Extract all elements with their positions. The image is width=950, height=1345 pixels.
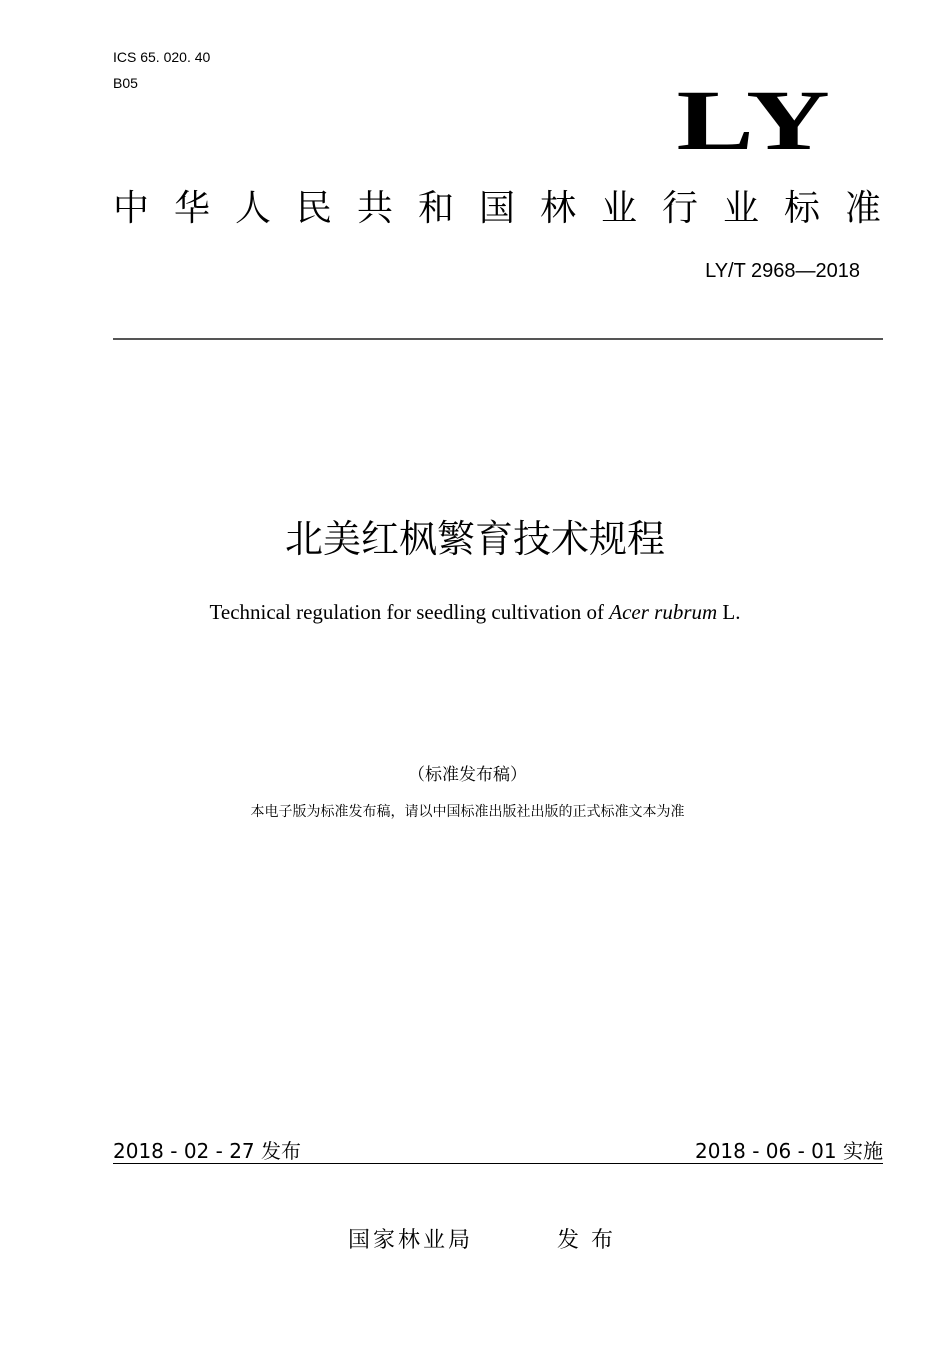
- draft-label: （标准发布稿）: [408, 765, 527, 785]
- english-title-prefix: Technical regulation for seedling cultivation of: [209, 600, 610, 624]
- english-title-species: Acer rubrum: [609, 600, 718, 624]
- english-title-suffix: L.: [717, 600, 741, 624]
- issue-label: 发布: [557, 1228, 626, 1253]
- date-divider: [113, 1163, 883, 1164]
- ly-logo: LY: [676, 72, 833, 168]
- document-title: 北美红枫繁育技术规程: [284, 517, 665, 561]
- ics-code: ICS 65. 020. 40: [113, 49, 211, 65]
- ccs-code: B05: [113, 75, 138, 91]
- implementation-date: 2018 - 06 - 01 实施: [694, 1139, 883, 1163]
- electronic-version-notice: 本电子版为标准发布稿，请以中国标准出版社出版的正式标准文本为准: [250, 804, 685, 820]
- header-divider: [113, 338, 883, 340]
- issuing-authority: 国家林业局: [348, 1228, 474, 1253]
- standard-category-title: 中华人民共和国林业行业标准: [113, 188, 907, 229]
- standard-number: LY/T 2968—2018: [705, 260, 860, 282]
- english-title: [0, 598, 950, 626]
- publish-date: 2018 - 02 - 27 发布: [113, 1139, 302, 1163]
